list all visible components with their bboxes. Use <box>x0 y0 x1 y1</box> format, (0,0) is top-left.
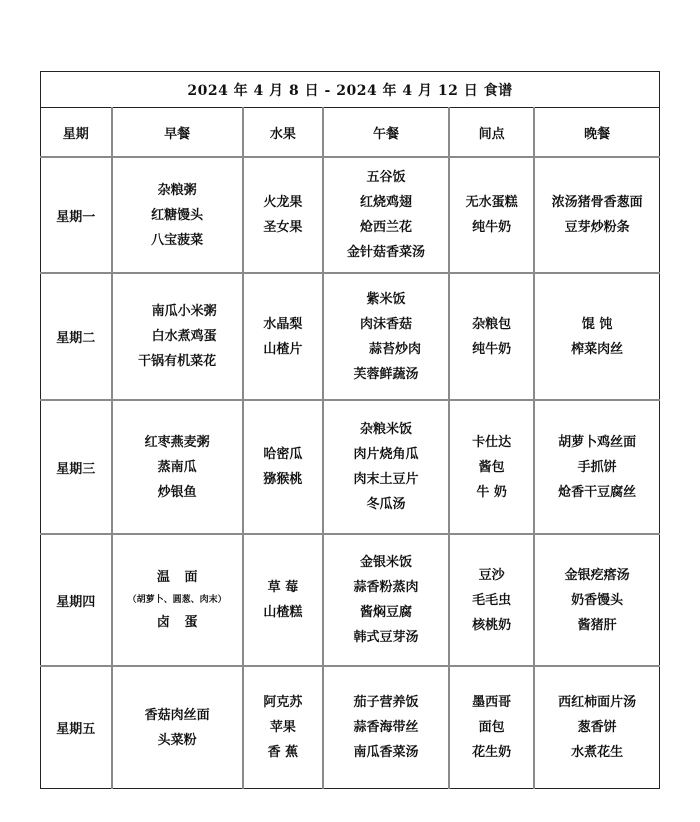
lunch-cell <box>323 534 449 666</box>
snack-cell <box>449 273 534 400</box>
menu-item: 杂粮粥 <box>157 182 197 198</box>
header-day: 星期 <box>41 108 112 158</box>
menu-item: 浓汤猪骨香葱面 <box>551 195 643 210</box>
menu-item: 金银疙瘩汤 <box>564 567 630 583</box>
menu-item: 芙蓉鲜蔬汤 <box>353 366 419 382</box>
menu-item: 核桃奶 <box>472 617 512 633</box>
menu-item: 豆芽炒粉条 <box>564 220 630 235</box>
day-cell: 星期一 <box>41 157 112 273</box>
breakfast-cell <box>112 157 243 273</box>
table-row-tuesday <box>41 273 660 400</box>
menu-item: 炝香干豆腐丝 <box>558 484 637 500</box>
menu-item: 火龙果 <box>263 195 303 210</box>
dinner-cell <box>534 666 659 789</box>
menu-item: 红烧鸡翅 <box>359 195 412 210</box>
menu-item: 水晶梨 <box>263 316 303 332</box>
dinner-cell <box>534 534 659 666</box>
dinner-cell <box>534 157 659 273</box>
menu-item: 无水蛋糕 <box>465 195 518 210</box>
menu-title: 2024 年 4 月 8 日 - 2024 年 4 月 12 日 食谱 <box>41 72 660 108</box>
header-snack: 间点 <box>449 108 534 158</box>
snack-cell <box>449 157 534 273</box>
menu-item: 胡萝卜鸡丝面 <box>558 434 637 450</box>
menu-item: 杂粮包 <box>472 316 512 332</box>
menu-item: 水煮花生 <box>571 745 624 760</box>
menu-item: 干锅有机菜花 <box>138 354 217 369</box>
menu-item: 阿克苏 <box>263 695 303 710</box>
menu-item: 毛毛虫 <box>472 592 512 608</box>
fruit-cell <box>243 157 323 273</box>
table-row-wednesday <box>41 400 660 534</box>
menu-item: 温 面 <box>156 570 203 585</box>
menu-item: 南瓜香菜汤 <box>353 745 419 760</box>
lunch-cell <box>323 666 449 789</box>
menu-item: 卡仕达 <box>472 434 512 450</box>
menu-item: 奶香馒头 <box>571 592 624 608</box>
menu-item: 肉沫香菇 <box>359 316 412 332</box>
menu-item: 榨菜肉丝 <box>571 341 624 357</box>
menu-item: 蒸南瓜 <box>157 459 197 475</box>
menu-item: 酱猪肝 <box>577 617 617 633</box>
menu-item: 蒜苔炒肉 <box>368 341 421 357</box>
day-cell: 星期二 <box>41 273 112 400</box>
breakfast-cell <box>112 273 243 400</box>
fruit-cell <box>243 273 323 400</box>
menu-item: 香菇肉丝面 <box>144 707 210 723</box>
menu-item: 牛 奶 <box>476 484 507 500</box>
menu-item: 杂粮米饭 <box>359 422 412 437</box>
day-cell: 星期四 <box>41 534 112 666</box>
menu-item: 白水煮鸡蛋 <box>151 329 217 344</box>
header-row <box>41 108 660 158</box>
menu-item: 蒜香粉蒸肉 <box>353 580 419 595</box>
menu-item: 手抓饼 <box>577 459 617 475</box>
table-row-thursday <box>41 534 660 666</box>
menu-item: 炒银鱼 <box>157 484 197 500</box>
menu-item: 金银米饭 <box>359 555 412 570</box>
menu-item: 红枣燕麦粥 <box>144 434 210 450</box>
header-dinner: 晚餐 <box>534 108 659 158</box>
table-row-monday <box>41 157 660 273</box>
header-fruit: 水果 <box>243 108 323 158</box>
menu-item: 面包 <box>478 720 505 735</box>
menu-item: 西红柿面片汤 <box>558 695 637 710</box>
menu-item: 肉片烧角瓜 <box>353 447 419 462</box>
lunch-cell <box>323 157 449 273</box>
menu-item: 葱香饼 <box>577 720 617 735</box>
menu-item: 红糖馒头 <box>151 207 204 223</box>
day-cell: 星期五 <box>41 666 112 789</box>
menu-item: 苹果 <box>269 720 296 735</box>
menu-item: 茄子营养饭 <box>353 695 419 710</box>
dinner-cell <box>534 400 659 534</box>
menu-item: 纯牛奶 <box>472 341 512 357</box>
header-breakfast: 早餐 <box>112 108 243 158</box>
breakfast-cell <box>112 400 243 534</box>
lunch-cell <box>323 273 449 400</box>
weekly-menu-table <box>40 71 660 789</box>
breakfast-cell <box>112 666 243 789</box>
menu-item: 香 蕉 <box>267 745 299 760</box>
menu-item: 哈密瓜 <box>263 447 303 462</box>
dinner-cell <box>534 273 659 400</box>
menu-item: 山楂糕 <box>263 605 303 620</box>
menu-item: 韩式豆芽汤 <box>353 630 419 645</box>
fruit-cell <box>243 400 323 534</box>
menu-item: 山楂片 <box>263 341 303 357</box>
menu-item: 酱包 <box>478 459 505 475</box>
fruit-cell <box>243 534 323 666</box>
menu-item: 八宝菠菜 <box>151 232 204 248</box>
menu-item: 草 莓 <box>267 580 299 595</box>
menu-item: 豆沙 <box>478 567 505 583</box>
menu-item: 馄 饨 <box>581 316 613 332</box>
snack-cell <box>449 534 534 666</box>
menu-item: 炝西兰花 <box>359 220 412 235</box>
menu-item: 冬瓜汤 <box>366 497 406 512</box>
menu-item: 圣女果 <box>263 220 303 235</box>
menu-item: 金针菇香菜汤 <box>346 245 425 260</box>
fruit-cell <box>243 666 323 789</box>
menu-item: 南瓜小米粥 <box>151 304 217 319</box>
menu-item: 花生奶 <box>472 745 512 760</box>
breakfast-cell <box>112 534 243 666</box>
menu-item: 墨西哥 <box>472 695 512 710</box>
menu-item-note: （胡萝卜、圆葱、肉末） <box>127 595 227 605</box>
menu-item: 紫米饭 <box>366 291 406 307</box>
snack-cell <box>449 400 534 534</box>
menu-item: 酱焖豆腐 <box>359 605 412 620</box>
menu-item: 猕猴桃 <box>263 472 303 487</box>
menu-item: 肉末土豆片 <box>353 472 419 487</box>
menu-item: 五谷饭 <box>366 170 406 185</box>
table-row-friday <box>41 666 660 789</box>
menu-item: 纯牛奶 <box>472 220 512 235</box>
lunch-cell <box>323 400 449 534</box>
day-cell: 星期三 <box>41 400 112 534</box>
menu-item: 蒜香海带丝 <box>353 720 419 735</box>
snack-cell <box>449 666 534 789</box>
title-row <box>41 72 660 108</box>
menu-item: 头菜粉 <box>157 732 197 748</box>
menu-item: 卤 蛋 <box>156 615 203 630</box>
header-lunch: 午餐 <box>323 108 449 158</box>
